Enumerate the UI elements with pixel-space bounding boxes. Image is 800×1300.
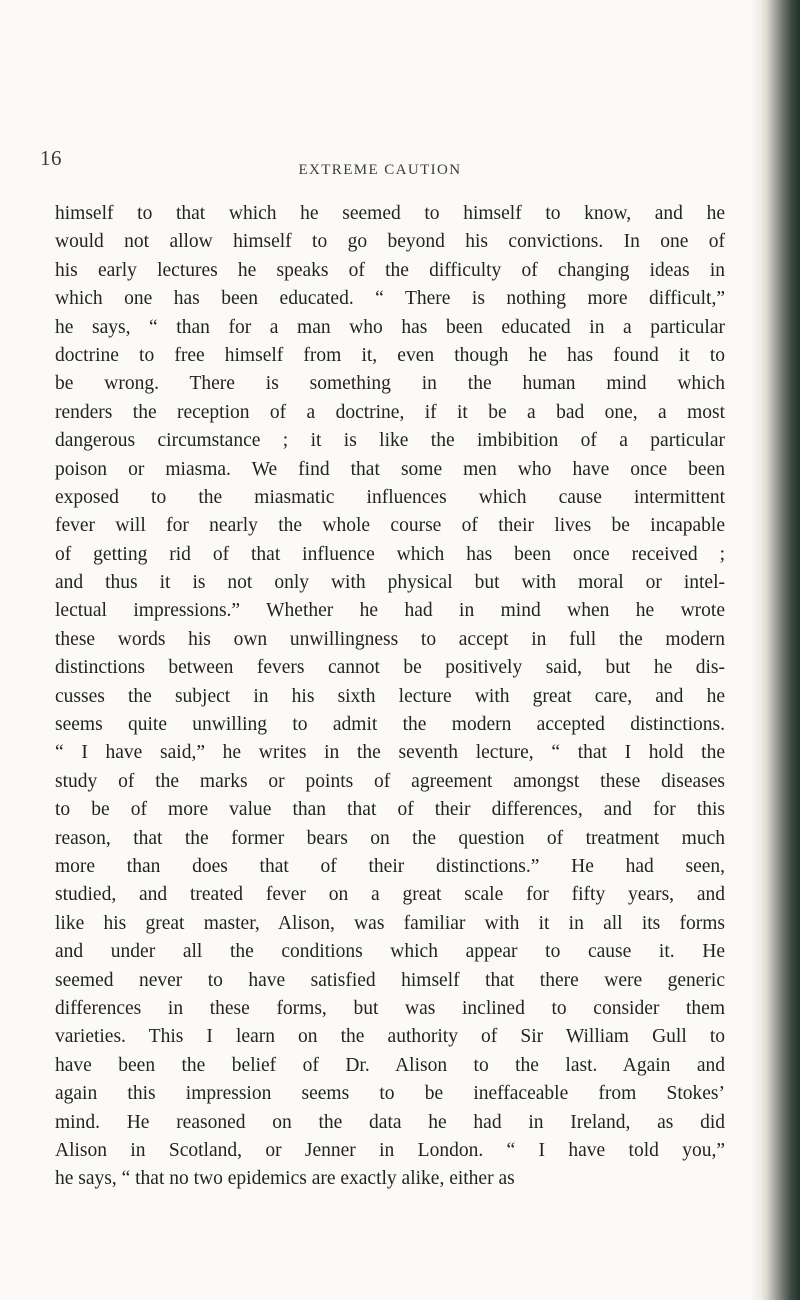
text-line: like his great master, Alison, was familiar with it in all its forms bbox=[55, 912, 725, 934]
text-line: would not allow himself to go beyond his convictions. In one of bbox=[55, 231, 725, 253]
text-line: studied, and treated fever on a great scale for fifty years, and bbox=[55, 884, 725, 906]
text-line: and thus it is not only with physical but with moral or intel- bbox=[55, 572, 725, 594]
page-number: 16 bbox=[40, 146, 62, 170]
book-edge bbox=[760, 0, 800, 1300]
text-line: Alison in Scotland, or Jenner in London. “ I have told you,” bbox=[55, 1139, 725, 1161]
text-line: seemed never to have satisfied himself that there were generic bbox=[55, 969, 725, 991]
text-line: his early lectures he speaks of the difficulty of changing ideas in bbox=[55, 259, 725, 281]
text-line: varieties. This I learn on the authority of Sir William Gull to bbox=[55, 1026, 725, 1048]
text-line: these words his own unwillingness to accept in full the modern bbox=[55, 628, 725, 650]
text-line: and under all the conditions which appear to cause it. He bbox=[55, 941, 725, 963]
text-line: of getting rid of that influence which has been once received ; bbox=[55, 543, 725, 565]
text-line: seems quite unwilling to admit the modern accepted distinctions. bbox=[55, 714, 725, 736]
text-line: which one has been educated. “ There is nothing more difficult,” bbox=[55, 288, 725, 310]
text-line: dangerous circumstance ; it is like the imbibition of a particular bbox=[55, 430, 725, 452]
text-line: again this impression seems to be ineffaceable from Stokes’ bbox=[55, 1083, 725, 1105]
text-line: “ I have said,” he writes in the seventh lecture, “ that I hold the bbox=[55, 742, 725, 764]
text-line: fever will for nearly the whole course of their lives be incapable bbox=[55, 515, 725, 537]
text-line: more than does that of their distinctions.” He had seen, bbox=[55, 855, 725, 877]
text-line: study of the marks or points of agreement amongst these diseases bbox=[55, 770, 725, 792]
text-line: mind. He reasoned on the data he had in Ireland, as did bbox=[55, 1111, 725, 1133]
text-line: exposed to the miasmatic influences which cause intermittent bbox=[55, 486, 725, 508]
text-line: lectual impressions.” Whether he had in mind when he wrote bbox=[55, 600, 725, 622]
text-line: differences in these forms, but was inclined to consider them bbox=[55, 997, 725, 1019]
text-line: doctrine to free himself from it, even though he has found it to bbox=[55, 344, 725, 366]
text-line: poison or miasma. We find that some men who have once been bbox=[55, 458, 725, 480]
body-text bbox=[55, 200, 725, 1194]
page-gutter-shadow bbox=[750, 0, 760, 1300]
text-line: distinctions between fevers cannot be positively said, but he dis- bbox=[55, 657, 725, 679]
text-line: have been the belief of Dr. Alison to the last. Again and bbox=[55, 1054, 725, 1076]
text-line: to be of more value than that of their differences, and for this bbox=[55, 799, 725, 821]
text-line: cusses the subject in his sixth lecture with great care, and he bbox=[55, 685, 725, 707]
text-line: he says, “ than for a man who has been educated in a particular bbox=[55, 316, 725, 338]
text-line: himself to that which he seemed to himself to know, and he bbox=[55, 203, 725, 224]
text-line: reason, that the former bears on the question of treatment much bbox=[55, 827, 725, 849]
text-line: he says, “ that no two epidemics are exactly alike, either as bbox=[55, 1168, 515, 1190]
running-head: EXTREME CAUTION bbox=[298, 162, 462, 178]
text-line: be wrong. There is something in the human mind which bbox=[55, 373, 725, 395]
text-line: renders the reception of a doctrine, if it be a bad one, a most bbox=[55, 401, 725, 423]
